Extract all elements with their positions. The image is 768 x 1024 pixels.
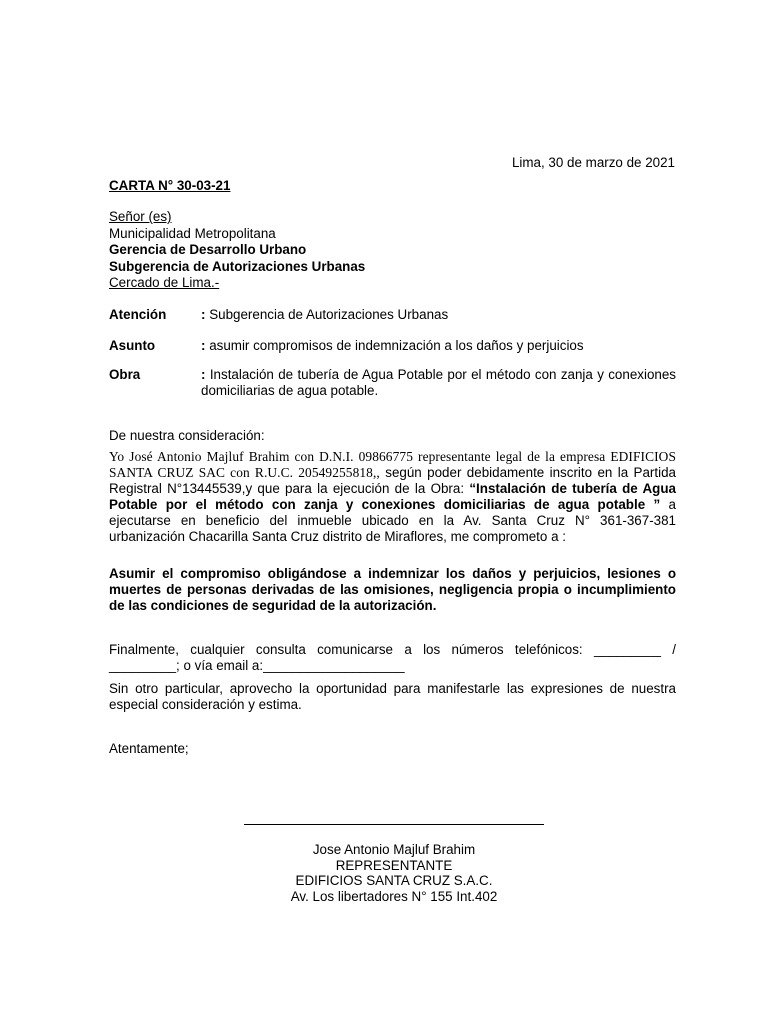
work-label: Obra: [109, 367, 141, 382]
greeting: De nuestra consideración:: [109, 428, 265, 443]
reference-work: [109, 367, 676, 401]
subject-label: Asunto: [109, 338, 156, 353]
main-paragraph: Yo José Antonio Majluf Brahim con D.N.I. 09866775 representante legal de la empresa EDIFICIOS SANTA CRUZ SAC con R.U.C. 20549255818,, según poder debidamente inscrito en la Partida Registral N°13445539,y que para la ejecución de la Obra: “Instalación de tubería de Agua Potable por el método con zanja y conexiones domiciliarias de agua potable ” a ejecutarse en beneficio del inmueble ubicado en la Av. Santa Cruz N° 361-367-381 urbanización Chacarilla Santa Cruz distrito de Miraflores, me comprometo a :: [109, 449, 676, 544]
work-value: : Instalación de tubería de Agua Potable por el método con zanja y conexiones domiciliarias de agua potable.: [201, 367, 676, 398]
signer-name: Jose Antonio Majluf Brahim: [312, 842, 476, 857]
recipient-location: Cercado de Lima.-: [109, 275, 220, 290]
signer-address: Av. Los libertadores N° 155 Int.402: [290, 888, 498, 904]
letter-number: CARTA N° 30-03-21: [109, 178, 231, 193]
attention-value: : Subgerencia de Autorizaciones Urbanas: [201, 307, 449, 322]
reference-attention: [109, 307, 676, 327]
representative-declaration: Yo José Antonio Majluf Brahim con D.N.I. 09866775 representante legal de la empresa EDIFICIOS SANTA CRUZ SAC con R.U.C. 20549255818,,: [109, 449, 676, 480]
recipient-department: Gerencia de Desarrollo Urbano: [109, 242, 307, 257]
contact-paragraph: Finalmente, cualquier consulta comunicarse a los números telefónicos: _________ / _________; o vía email a:___________________: [109, 642, 676, 673]
recipient-subdepartment: Subgerencia de Autorizaciones Urbanas: [109, 258, 366, 274]
letter-date: Lima, 30 de marzo de 2021: [511, 155, 675, 170]
work-title-quote: “Instalación de tubería de Agua Potable por el método con zanja y conexiones domiciliarias de agua potable ”: [109, 481, 676, 512]
subject-value: : asumir compromisos de indemnización a los daños y perjuicios: [201, 338, 584, 353]
closing-paragraph: Sin otro particular, aprovecho la oportunidad para manifestarle las expresiones de nuestra especial consideración y estima.: [109, 681, 676, 712]
commitment-paragraph: Asumir el compromiso obligándose a indemnizar los daños y perjuicios, lesiones o muertes de personas derivadas de las omisiones, negligencia propia o incumplimiento de las condiciones de seguridad de la autorización.: [109, 566, 676, 613]
recipient-block: [109, 209, 365, 292]
signer-title: REPRESENTANTE: [335, 857, 453, 873]
recipient-organization: Municipalidad Metropolitana: [109, 225, 276, 241]
attention-label: Atención: [109, 307, 167, 322]
signer-company: EDIFICIOS SANTA CRUZ S.A.C.: [295, 873, 493, 888]
signature-block: [244, 842, 544, 904]
reference-subject: [109, 338, 676, 358]
recipient-salutation: Señor (es): [109, 209, 172, 224]
signature-line: [244, 824, 544, 825]
signoff: Atentamente;: [109, 741, 189, 756]
